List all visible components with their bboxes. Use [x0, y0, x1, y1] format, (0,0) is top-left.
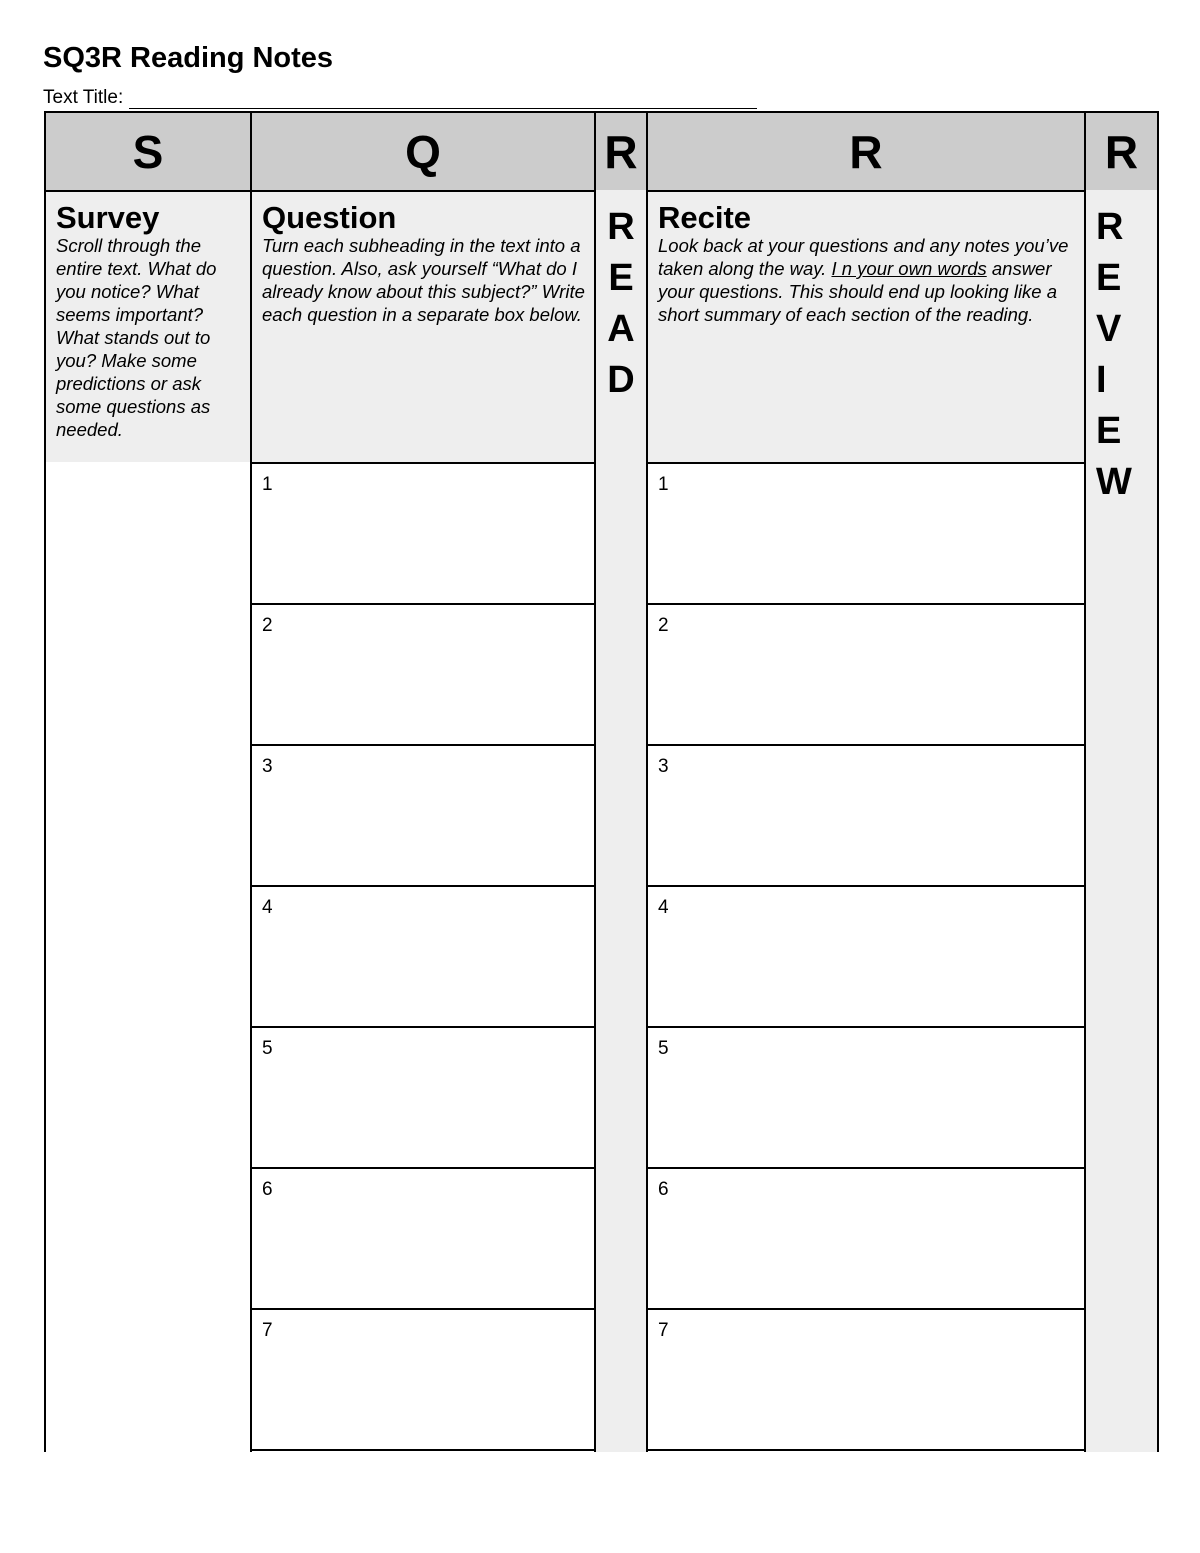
recite-box-number: 3 — [658, 756, 669, 777]
recite-box-number: 2 — [658, 615, 669, 636]
question-box[interactable] — [250, 1308, 596, 1451]
recite-instructions — [658, 234, 1076, 326]
read-column — [594, 190, 648, 1452]
question-box-number: 5 — [262, 1038, 273, 1059]
recite-box[interactable] — [646, 744, 1086, 887]
recite-box[interactable] — [646, 603, 1086, 746]
recite-box-number: 6 — [658, 1179, 669, 1200]
review-letter: W — [1096, 461, 1132, 503]
read-letter: E — [608, 257, 634, 299]
review-letter: R — [1096, 206, 1124, 248]
recite-box[interactable] — [646, 1308, 1086, 1451]
question-description — [250, 190, 596, 464]
survey-heading: Survey — [56, 200, 160, 235]
recite-box[interactable] — [646, 462, 1086, 605]
survey-instructions: Scroll through the entire text. What do you notice? What seems important? What stands out to you? Make some predictions or ask some questions as needed. — [56, 235, 217, 440]
review-letter: E — [1096, 257, 1122, 299]
question-box-number: 2 — [262, 615, 273, 636]
question-box-number: 3 — [262, 756, 273, 777]
recite-box-number: 4 — [658, 897, 669, 918]
text-title-label: Text Title: — [43, 87, 124, 108]
recite-box-number: 1 — [658, 474, 669, 495]
read-letter: R — [607, 206, 635, 248]
header-r-recite: R — [646, 111, 1086, 192]
header-r-read: R — [594, 111, 648, 192]
recite-box-number: 5 — [658, 1038, 669, 1059]
text-title-blank[interactable] — [129, 90, 757, 109]
question-box[interactable] — [250, 462, 596, 605]
question-box[interactable] — [250, 603, 596, 746]
recite-box[interactable] — [646, 1026, 1086, 1169]
header-r-review: R — [1084, 111, 1159, 192]
question-heading: Question — [262, 200, 397, 235]
review-letter: E — [1096, 410, 1122, 452]
recite-description — [646, 190, 1086, 464]
recite-text-underlined: I n your own words — [831, 258, 987, 279]
recite-heading: Recite — [658, 200, 752, 235]
question-box-number: 7 — [262, 1320, 273, 1341]
read-letter: D — [607, 359, 635, 401]
text-title-field[interactable] — [43, 87, 757, 109]
question-box[interactable] — [250, 1167, 596, 1310]
question-box-number: 1 — [262, 474, 273, 495]
question-box-number: 6 — [262, 1179, 273, 1200]
recite-box[interactable] — [646, 1167, 1086, 1310]
header-s: S — [44, 111, 252, 192]
question-box-number: 4 — [262, 897, 273, 918]
read-vertical-label — [596, 190, 646, 406]
review-letter: I — [1096, 359, 1107, 401]
survey-description — [44, 190, 252, 464]
review-vertical-label — [1086, 190, 1157, 508]
review-letter: V — [1096, 308, 1122, 350]
question-box[interactable] — [250, 1026, 596, 1169]
page-title: SQ3R Reading Notes — [43, 42, 334, 74]
question-instructions: Turn each subheading in the text into a question. Also, ask yourself “What do I already know about this subject?” Write each question in a separate box below. — [262, 235, 585, 325]
recite-text-1: Look back at your questions and any notes you’ve taken along the way. — [658, 235, 1069, 279]
recite-box-number: 7 — [658, 1320, 669, 1341]
read-letter: A — [607, 308, 635, 350]
review-column[interactable] — [1084, 190, 1159, 1452]
question-box[interactable] — [250, 885, 596, 1028]
survey-notes-area[interactable] — [44, 462, 252, 1452]
recite-box[interactable] — [646, 885, 1086, 1028]
recite-text-2: answer your questions. This should end up looking like a short summary of each section of the reading. — [658, 258, 1058, 325]
question-box[interactable] — [250, 744, 596, 887]
header-q: Q — [250, 111, 596, 192]
